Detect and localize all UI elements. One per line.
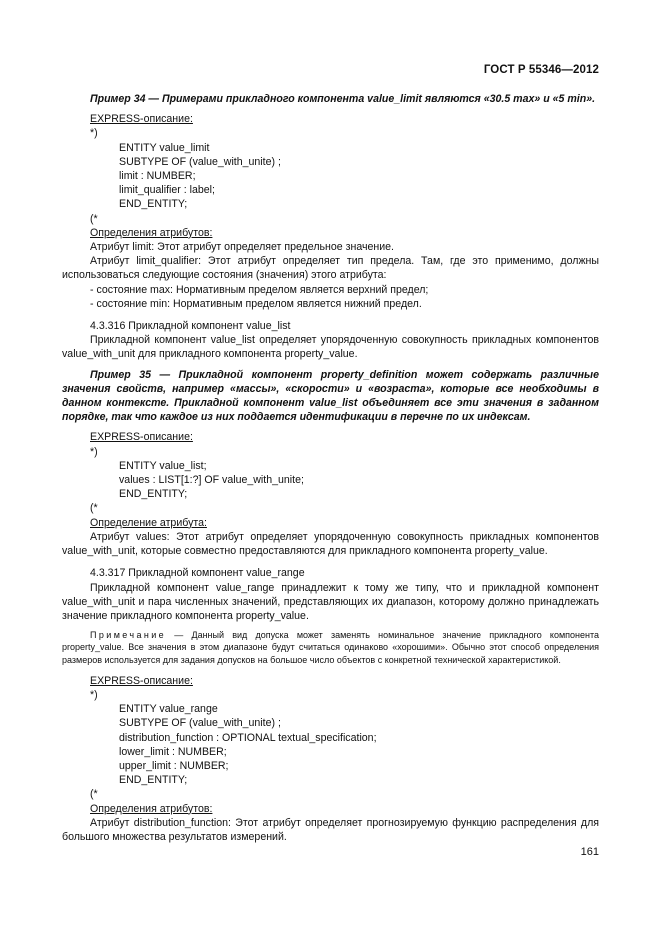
code-line: upper_limit : NUMBER; [119, 759, 229, 772]
code-line: values : LIST[1:?] OF value_with_unite; [119, 474, 304, 487]
note [62, 629, 599, 666]
attribute-values: Атрибут values: Этот атрибут определяет упорядоченную совокупность прикладных компонентов value_with_unit, которые совместно предоставляются для прикладного компонента property_value. [62, 530, 599, 558]
section-317-title: 4.3.317 Прикладной компонент value_range [90, 567, 305, 580]
attribute-limit-qualifier: Атрибут limit_qualifier: Этот атрибут определяет тип предела. Там, где это применимо, должны использоваться следующие состояния (значения) этого атрибута: [62, 255, 599, 282]
note-text: — Данный вид допуска может заменять номинальное значение прикладного компонента property_value. Все значения в этом диапазоне будут считаться одинаково «хорошими». Обычно этот способ определения размеров используется для задания допусков на большое число объектов с конкретной технической характеристикой. [62, 630, 599, 665]
code-line: ENTITY value_range [119, 703, 218, 716]
attributes-title-2: Определение атрибута: [90, 516, 207, 529]
attribute-distribution-function: Атрибут distribution_function: Этот атрибут определяет прогнозируемую функцию распределения для большого множества результатов измерений. [62, 816, 599, 843]
attributes-title-1: Определения атрибутов: [90, 226, 213, 239]
express-title-1: EXPRESS-описание: [90, 113, 193, 126]
note-label: Примечание [90, 630, 167, 641]
code-line: END_ENTITY; [119, 198, 188, 211]
express-title-2: EXPRESS-описание: [90, 431, 193, 444]
code-line: END_ENTITY; [119, 488, 188, 501]
express-open-3: *) [90, 688, 98, 701]
section-316-title: 4.3.316 Прикладной компонент value_list [90, 320, 291, 333]
express-title-3: EXPRESS-описание: [90, 674, 193, 687]
attribute-limit: Атрибут limit: Этот атрибут определяет предельное значение. [90, 241, 395, 254]
code-line: ENTITY value_limit [119, 141, 210, 154]
code-line: lower_limit : NUMBER; [119, 745, 227, 758]
code-line: SUBTYPE OF (value_with_unite) ; [119, 155, 281, 168]
section-317-text: Прикладной компонент value_range принадлежит к тому же типу, что и прикладной компонент value_with_unit и пара численных значений, представляющих их диапазон, которому должно принадлежать значение прикладного компонента property_value. [62, 581, 599, 622]
list-item: - состояние min: Нормативным пределом является нижний предел. [90, 297, 422, 310]
page-body [62, 92, 599, 844]
code-line: distribution_function : OPTIONAL textual_specification; [119, 731, 377, 744]
document-id: ГОСТ Р 55346—2012 [483, 64, 599, 76]
express-close-2: (* [90, 502, 98, 515]
section-316-text: Прикладной компонент value_list определяет упорядоченную совокупность прикладных компонентов value_with_unit для прикладного компонента property_value. [62, 334, 599, 361]
express-open-2: *) [90, 445, 98, 458]
express-open-1: *) [90, 127, 98, 140]
list-item: - состояние max: Нормативным пределом является верхний предел; [90, 283, 429, 296]
code-line: limit_qualifier : label; [119, 184, 215, 197]
example-34: Пример 34 — Примерами прикладного компонента value_limit являются «30.5 max» и «5 min». [90, 93, 596, 105]
express-close-1: (* [90, 212, 98, 225]
attributes-title-3: Определения атрибутов: [90, 802, 213, 815]
page-number: 161 [580, 846, 599, 858]
code-line: ENTITY value_list; [119, 459, 207, 472]
code-line: limit : NUMBER; [119, 170, 196, 183]
code-line: SUBTYPE OF (value_with_unite) ; [119, 717, 281, 730]
express-close-3: (* [90, 788, 98, 801]
express-code-3 [62, 702, 599, 787]
example-35: Пример 35 — Прикладной компонент property_definition может содержать различные значения свойств, например «массы», «скорости» и «возраста», которые все необходимы в данном контексте. Прикладной компонент value_list объединяет все эти значения в заданном порядке, так что каждое из них поддается идентификации в перечне по их индексам. [62, 368, 599, 424]
code-line: END_ENTITY; [119, 774, 188, 787]
express-code-2 [62, 459, 599, 502]
express-code-1 [62, 141, 599, 212]
